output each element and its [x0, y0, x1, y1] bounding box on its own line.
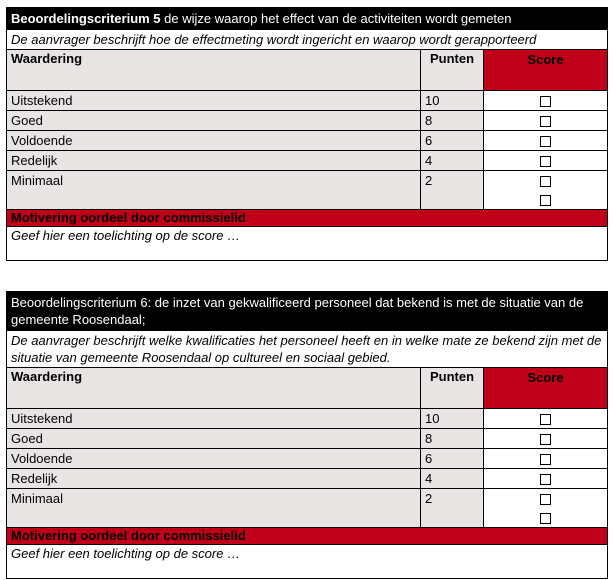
criterion-description: De aanvrager beschrijft welke kwalificaties het personeel heeft en in welke mate ze bekend zijn met de situatie van gemeente Roosendaal op cultureel en sociaal gebied.: [7, 330, 607, 367]
criterion-title-rest: Beoordelingscriterium 6: de inzet van gekwalificeerd personeel dat bekend is met de situatie van de gemeente Roosendaal;: [11, 295, 584, 327]
explanation-field[interactable]: Geef hier een toelichting op de score …: [7, 226, 607, 260]
level-label: Uitstekend: [7, 409, 421, 428]
criterion-title-rest: de wijze waarop het effect van de activiteiten wordt gemeten: [160, 11, 512, 26]
table-row: [7, 110, 607, 130]
header-row: [7, 49, 607, 90]
level-label: Voldoende: [7, 449, 421, 468]
col-punten: Punten: [421, 50, 484, 90]
level-points: 6: [421, 131, 484, 150]
motivation-label: Motivering oordeel door commissielid: [7, 527, 607, 544]
table-row: [7, 408, 607, 428]
score-checkbox[interactable]: [540, 156, 551, 167]
score-checkbox[interactable]: [540, 454, 551, 465]
level-points: 8: [421, 111, 484, 130]
level-points: 2: [421, 489, 484, 527]
table-row: [7, 90, 607, 110]
level-points: 4: [421, 151, 484, 170]
col-score: Score: [484, 368, 607, 408]
header-row: [7, 367, 607, 408]
table-row: [7, 150, 607, 170]
criterion-description: De aanvrager beschrijft hoe de effectmeting wordt ingericht en waarop wordt gerapporteerd: [7, 29, 607, 49]
level-points: 6: [421, 449, 484, 468]
level-points: 8: [421, 429, 484, 448]
table-row: [7, 468, 607, 488]
level-label: Goed: [7, 111, 421, 130]
score-checkbox[interactable]: [540, 195, 551, 206]
score-checkbox[interactable]: [540, 513, 551, 524]
level-label: Minimaal: [7, 489, 421, 527]
score-checkbox[interactable]: [540, 474, 551, 485]
score-checkbox[interactable]: [540, 136, 551, 147]
explanation-field[interactable]: Geef hier een toelichting op de score …: [7, 544, 607, 578]
score-checkbox[interactable]: [540, 414, 551, 425]
score-checkbox[interactable]: [540, 434, 551, 445]
level-label: Uitstekend: [7, 91, 421, 110]
table-row: [7, 448, 607, 468]
level-points: 10: [421, 409, 484, 428]
score-checkbox[interactable]: [540, 96, 551, 107]
table-row: [7, 488, 607, 527]
criterion-5-table: [6, 7, 608, 261]
level-label: Voldoende: [7, 131, 421, 150]
criterion-title-bold: Beoordelingscriterium 5: [11, 11, 161, 26]
level-points: 10: [421, 91, 484, 110]
level-label: Redelijk: [7, 469, 421, 488]
level-points: 4: [421, 469, 484, 488]
criterion-title: [7, 8, 607, 29]
criterion-title: [7, 292, 607, 330]
score-checkbox[interactable]: [540, 176, 551, 187]
col-waardering: Waardering: [7, 50, 421, 90]
col-punten: Punten: [421, 368, 484, 408]
motivation-label: Motivering oordeel door commissielid: [7, 209, 607, 226]
col-waardering: Waardering: [7, 368, 421, 408]
level-points: 2: [421, 171, 484, 209]
score-checkbox[interactable]: [540, 494, 551, 505]
criterion-6-table: [6, 291, 608, 579]
table-row: [7, 428, 607, 448]
score-checkbox[interactable]: [540, 116, 551, 127]
table-row: [7, 170, 607, 209]
table-row: [7, 130, 607, 150]
level-label: Minimaal: [7, 171, 421, 209]
level-label: Redelijk: [7, 151, 421, 170]
level-label: Goed: [7, 429, 421, 448]
col-score: Score: [484, 50, 607, 90]
